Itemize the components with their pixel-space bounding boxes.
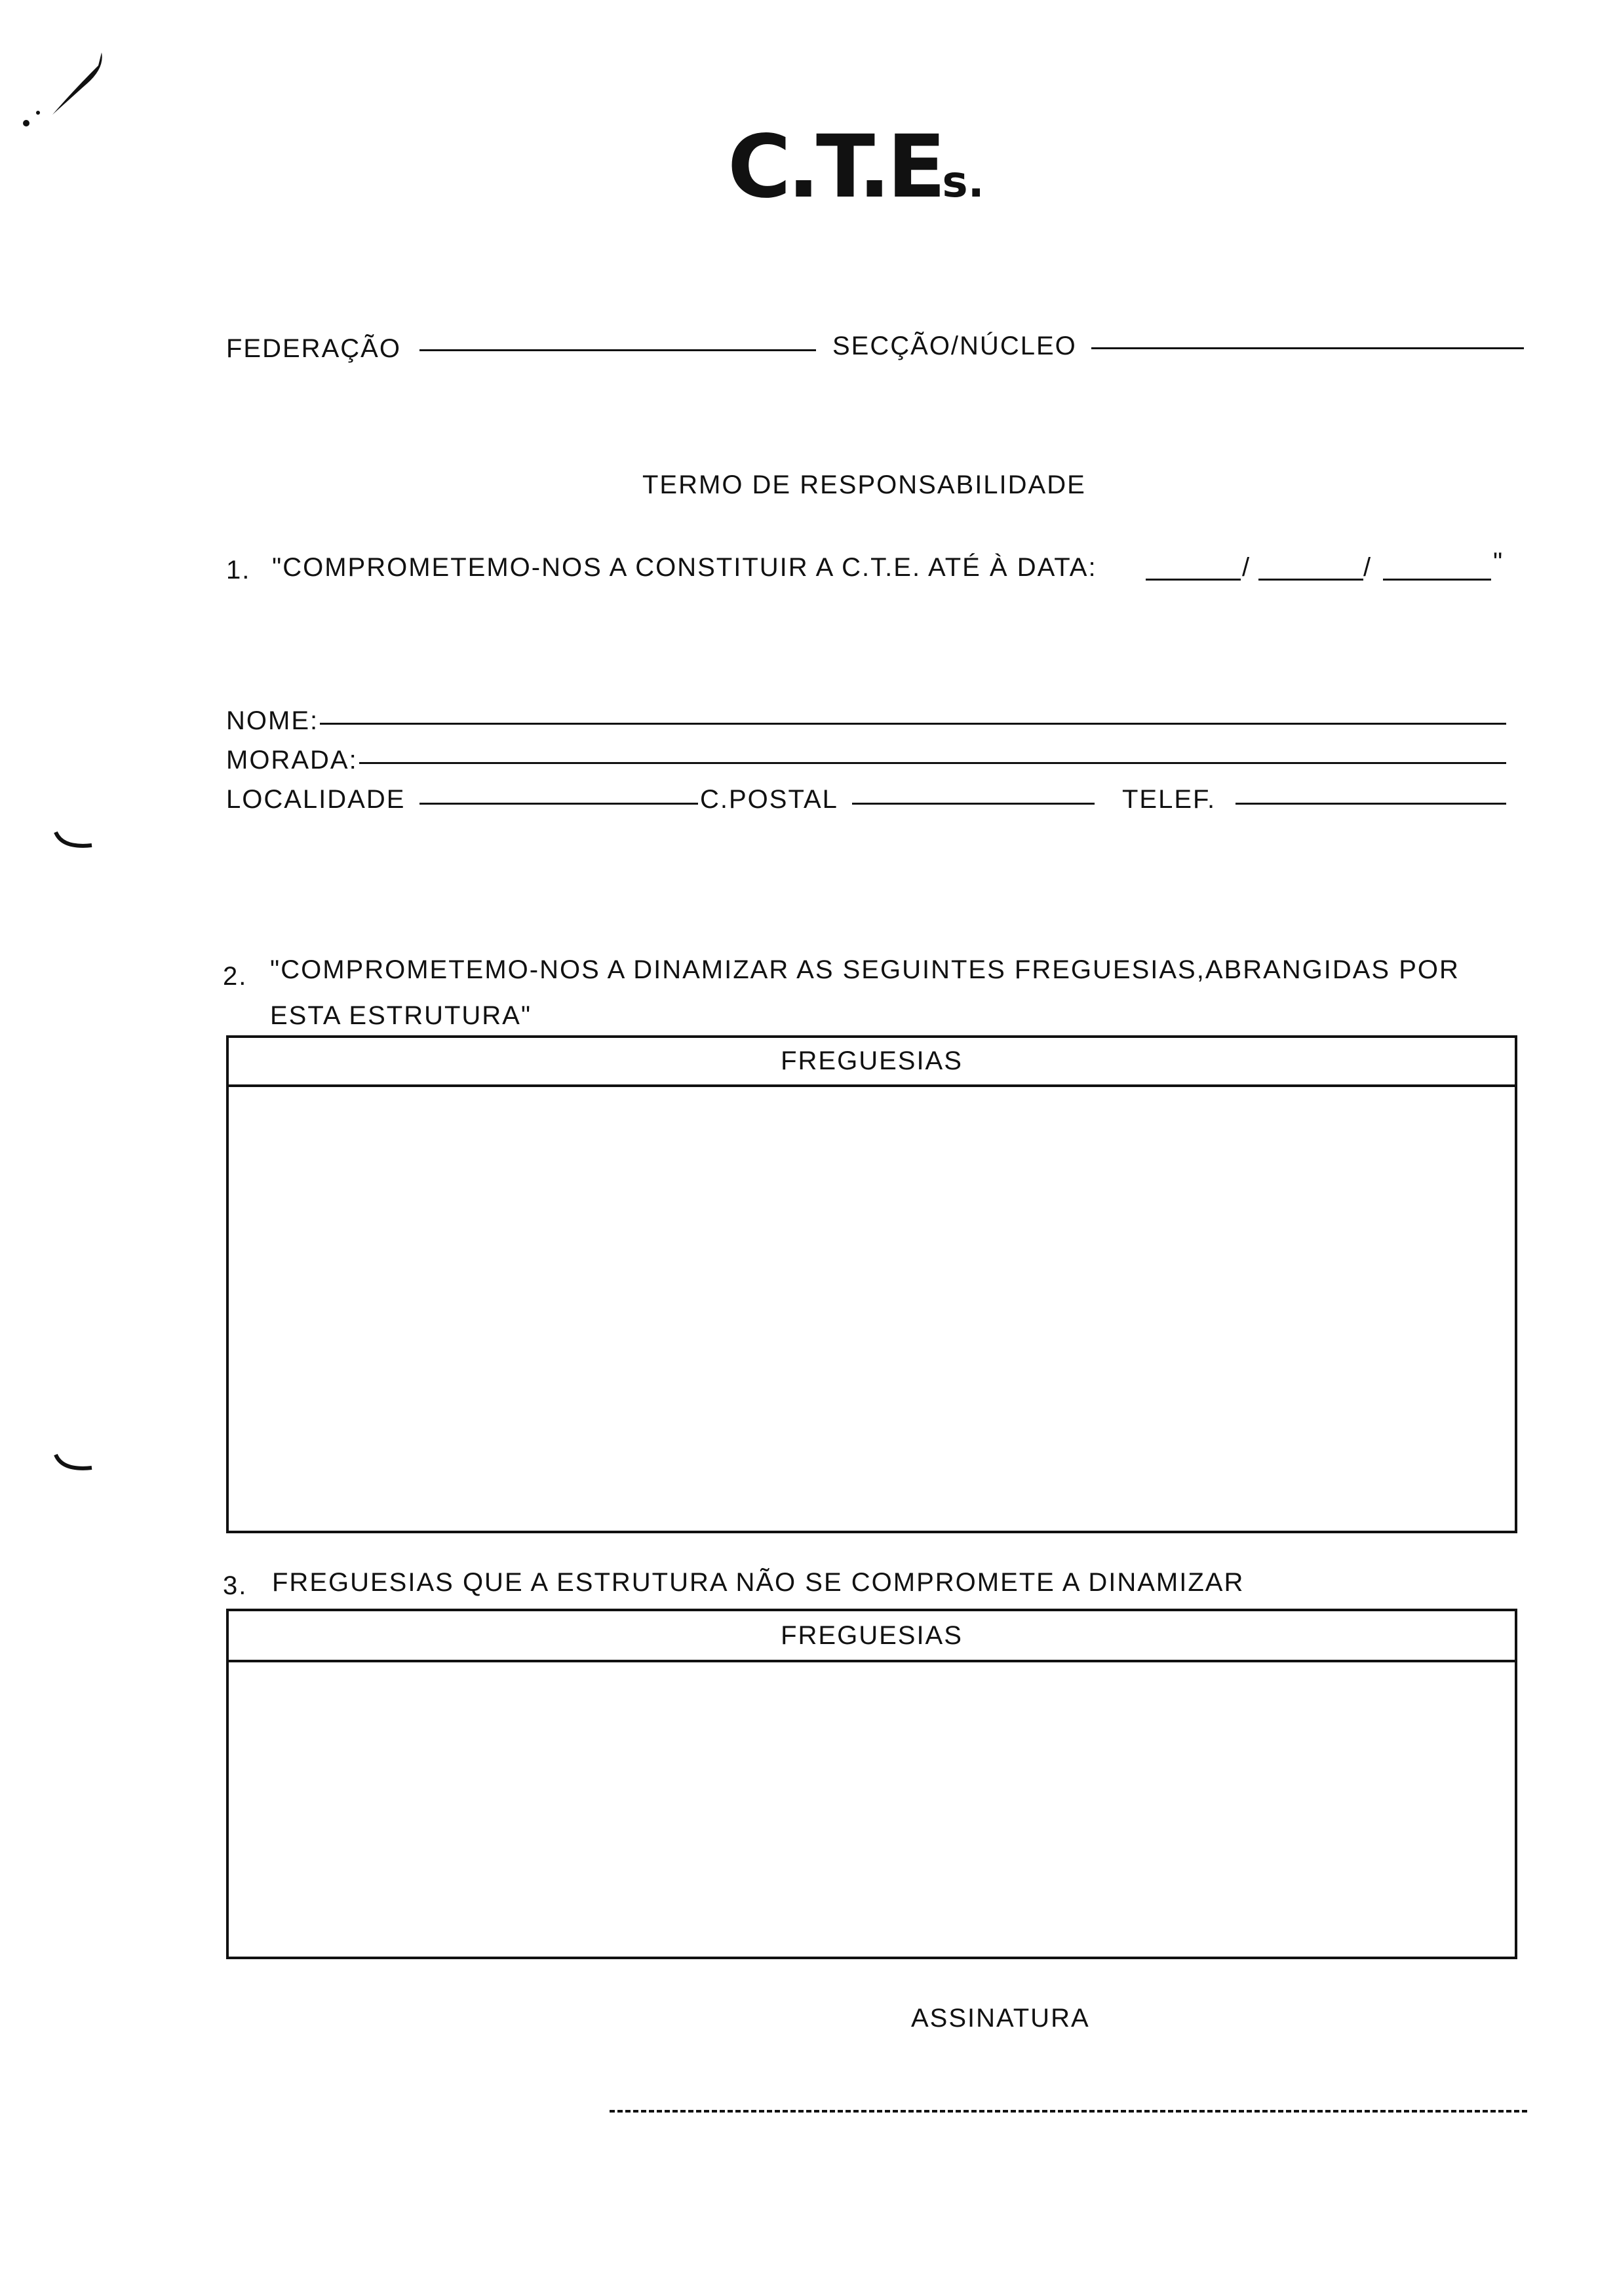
section3-number: 3. <box>223 1571 248 1600</box>
freguesias-table-not-committed <box>226 1609 1517 1959</box>
section1-number: 1. <box>226 556 251 584</box>
date-slash-2: / <box>1363 553 1372 582</box>
nome-label: NOME: <box>226 706 319 735</box>
localidade-field[interactable] <box>419 803 698 805</box>
freguesias-table-committed-body[interactable] <box>229 1087 1515 1531</box>
telef-label: TELEF. <box>1122 785 1216 814</box>
logo-main: C.T.E <box>728 117 943 218</box>
freguesias-table-not-committed-body[interactable] <box>229 1662 1515 1957</box>
date-month-field[interactable] <box>1258 579 1363 581</box>
seccao-label: SECÇÃO/NÚCLEO <box>832 332 1077 360</box>
seccao-field[interactable] <box>1091 347 1524 349</box>
cpostal-field[interactable] <box>852 803 1095 805</box>
localidade-label: LOCALIDADE <box>226 785 406 814</box>
signature-field[interactable] <box>610 2110 1527 2113</box>
section2-number: 2. <box>223 962 248 991</box>
morada-label: MORADA: <box>226 746 358 775</box>
signature-label: ASSINATURA <box>911 2004 1090 2033</box>
freguesias-table-committed-header: FREGUESIAS <box>229 1038 1515 1087</box>
morada-field[interactable] <box>359 762 1506 764</box>
section2-text-line1: "COMPROMETEMO-NOS A DINAMIZAR AS SEGUINTES FREGUESIAS,ABRANGIDAS POR <box>270 955 1460 984</box>
section3-text: FREGUESIAS QUE A ESTRUTURA NÃO SE COMPROMETE A DINAMIZAR <box>272 1568 1245 1597</box>
cpostal-label: C.POSTAL <box>700 785 838 814</box>
section1-close-quote: " <box>1493 548 1504 577</box>
date-day-field[interactable] <box>1146 579 1241 581</box>
nome-field[interactable] <box>320 723 1506 725</box>
pen-mark <box>7 39 118 138</box>
margin-mark-1 <box>52 829 98 855</box>
freguesias-table-committed <box>226 1035 1517 1533</box>
date-slash-1: / <box>1242 553 1251 582</box>
section1-text: "COMPROMETEMO-NOS A CONSTITUIR A C.T.E. ATÉ À DATA: <box>272 553 1097 582</box>
federacao-label: FEDERAÇÃO <box>226 334 401 363</box>
telef-field[interactable] <box>1236 803 1506 805</box>
freguesias-table-not-committed-header: FREGUESIAS <box>229 1611 1515 1662</box>
date-year-field[interactable] <box>1383 579 1491 581</box>
margin-mark-2 <box>52 1451 98 1478</box>
logo-suffix: s. <box>942 157 984 207</box>
federacao-field[interactable] <box>419 349 816 351</box>
section2-text-line2: ESTA ESTRUTURA" <box>270 1001 532 1030</box>
cte-logo <box>728 117 984 218</box>
document-title: TERMO DE RESPONSABILIDADE <box>642 470 1086 499</box>
